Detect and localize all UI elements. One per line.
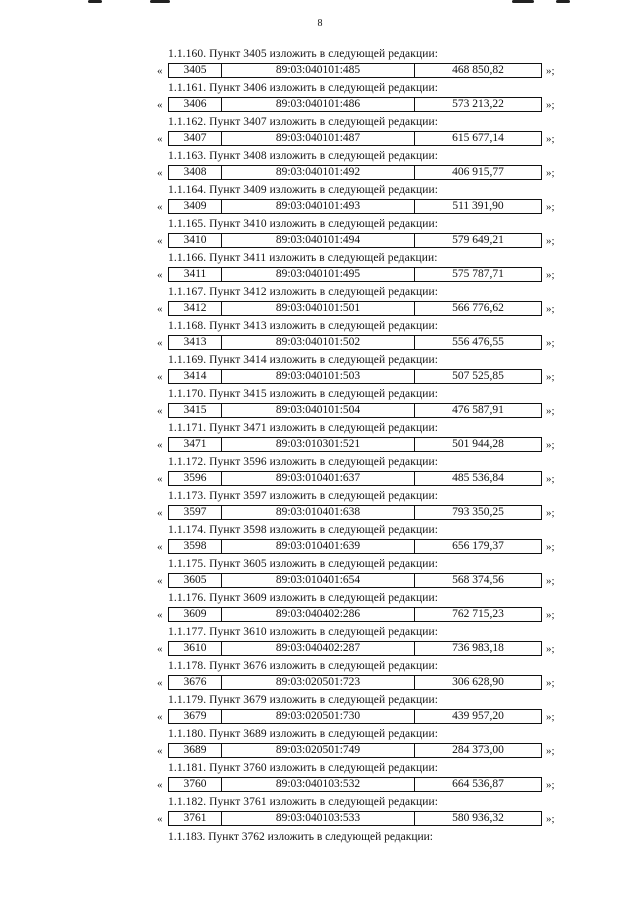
closing-quote: »;: [546, 303, 555, 315]
cadastral-number-cell: 89:03:040101:501: [222, 302, 415, 315]
amendment-entry: [0, 693, 640, 727]
value-cell: 762 715,23: [452, 608, 504, 620]
entry-heading: 1.1.180. Пункт 3689 изложить в следующей редакции:: [168, 728, 438, 740]
value-cell: 501 944,28: [452, 438, 504, 450]
record-table-row: [168, 369, 542, 384]
cadastral-number-cell: 89:03:010401:639: [222, 540, 415, 553]
value-cell: 507 525,85: [452, 370, 504, 382]
closing-quote: »;: [546, 65, 555, 77]
entry-heading: 1.1.173. Пункт 3597 изложить в следующей редакции:: [168, 490, 438, 502]
entry-heading: 1.1.167. Пункт 3412 изложить в следующей редакции:: [168, 286, 438, 298]
opening-quote: «: [157, 541, 163, 553]
opening-quote: «: [157, 65, 163, 77]
opening-quote: «: [157, 405, 163, 417]
item-number-cell: 3610: [169, 642, 222, 655]
item-number-cell: 3415: [169, 404, 222, 417]
scan-artifact-marks: [0, 0, 640, 10]
opening-quote: «: [157, 201, 163, 213]
opening-quote: «: [157, 99, 163, 111]
record-table-row: [168, 131, 542, 146]
cadastral-number-cell: 89:03:010301:521: [222, 438, 415, 451]
value-cell: 580 936,32: [452, 812, 504, 824]
item-number-cell: 3411: [169, 268, 222, 281]
amendment-entry: [0, 149, 640, 183]
amendment-entry: [0, 353, 640, 387]
opening-quote: «: [157, 439, 163, 451]
closing-quote: »;: [546, 779, 555, 791]
amendment-entry: [0, 455, 640, 489]
record-table-row: [168, 607, 542, 622]
entry-heading: 1.1.171. Пункт 3471 изложить в следующей редакции:: [168, 422, 438, 434]
entry-heading: 1.1.181. Пункт 3760 изложить в следующей редакции:: [168, 762, 438, 774]
closing-quote: »;: [546, 813, 555, 825]
item-number-cell: 3761: [169, 812, 222, 825]
cadastral-number-cell: 89:03:040103:533: [222, 812, 415, 825]
record-table-row: [168, 63, 542, 78]
value-cell: 575 787,71: [452, 268, 504, 280]
item-number-cell: 3689: [169, 744, 222, 757]
value-cell: 306 628,90: [452, 676, 504, 688]
opening-quote: «: [157, 133, 163, 145]
item-number-cell: 3598: [169, 540, 222, 553]
item-number-cell: 3407: [169, 132, 222, 145]
cadastral-number-cell: 89:03:040402:286: [222, 608, 415, 621]
cadastral-number-cell: 89:03:010401:637: [222, 472, 415, 485]
amendment-entry: [0, 557, 640, 591]
cadastral-number-cell: 89:03:040103:532: [222, 778, 415, 791]
cadastral-number-cell: 89:03:010401:638: [222, 506, 415, 519]
entry-heading: 1.1.174. Пункт 3598 изложить в следующей редакции:: [168, 524, 438, 536]
closing-quote: »;: [546, 371, 555, 383]
item-number-cell: 3596: [169, 472, 222, 485]
amendment-entry: [0, 115, 640, 149]
amendment-entry: [0, 421, 640, 455]
cadastral-number-cell: 89:03:040101:502: [222, 336, 415, 349]
entry-heading: 1.1.164. Пункт 3409 изложить в следующей редакции:: [168, 184, 438, 196]
cadastral-number-cell: 89:03:040402:287: [222, 642, 415, 655]
cadastral-number-cell: 89:03:040101:493: [222, 200, 415, 213]
opening-quote: «: [157, 575, 163, 587]
item-number-cell: 3406: [169, 98, 222, 111]
amendment-entry: [0, 659, 640, 693]
record-table-row: [168, 777, 542, 792]
opening-quote: «: [157, 507, 163, 519]
amendment-entry: [0, 625, 640, 659]
entry-heading: 1.1.169. Пункт 3414 изложить в следующей редакции:: [168, 354, 438, 366]
closing-quote: »;: [546, 711, 555, 723]
record-table-row: [168, 811, 542, 826]
cadastral-number-cell: 89:03:040101:485: [222, 64, 415, 77]
amendment-entry: [0, 47, 640, 81]
amendment-entry: [0, 217, 640, 251]
item-number-cell: 3679: [169, 710, 222, 723]
cadastral-number-cell: 89:03:010401:654: [222, 574, 415, 587]
entry-heading: 1.1.178. Пункт 3676 изложить в следующей редакции:: [168, 660, 438, 672]
amendment-entry: [0, 727, 640, 761]
closing-quote: »;: [546, 269, 555, 281]
record-table-row: [168, 505, 542, 520]
opening-quote: «: [157, 677, 163, 689]
item-number-cell: 3597: [169, 506, 222, 519]
value-cell: 568 374,56: [452, 574, 504, 586]
value-cell: 406 915,77: [452, 166, 504, 178]
value-cell: 566 776,62: [452, 302, 504, 314]
record-table-row: [168, 539, 542, 554]
closing-quote: »;: [546, 541, 555, 553]
value-cell: 476 587,91: [452, 404, 504, 416]
closing-quote: »;: [546, 405, 555, 417]
value-cell: 656 179,37: [452, 540, 504, 552]
opening-quote: «: [157, 745, 163, 757]
cadastral-number-cell: 89:03:040101:492: [222, 166, 415, 179]
entry-heading: 1.1.168. Пункт 3413 изложить в следующей редакции:: [168, 320, 438, 332]
cadastral-number-cell: 89:03:040101:486: [222, 98, 415, 111]
amendment-entry: [0, 795, 640, 829]
item-number-cell: 3605: [169, 574, 222, 587]
amendment-entry: [0, 591, 640, 625]
closing-quote: »;: [546, 677, 555, 689]
amendment-entry: [0, 387, 640, 421]
record-table-row: [168, 233, 542, 248]
entry-heading: 1.1.172. Пункт 3596 изложить в следующей редакции:: [168, 456, 438, 468]
amendment-list: [0, 47, 640, 829]
opening-quote: «: [157, 779, 163, 791]
cadastral-number-cell: 89:03:020501:749: [222, 744, 415, 757]
entry-heading: 1.1.176. Пункт 3609 изложить в следующей редакции:: [168, 592, 438, 604]
record-table-row: [168, 675, 542, 690]
amendment-entry: [0, 523, 640, 557]
opening-quote: «: [157, 371, 163, 383]
closing-quote: »;: [546, 235, 555, 247]
cadastral-number-cell: 89:03:040101:495: [222, 268, 415, 281]
record-table-row: [168, 573, 542, 588]
cadastral-number-cell: 89:03:040101:503: [222, 370, 415, 383]
item-number-cell: 3408: [169, 166, 222, 179]
opening-quote: «: [157, 813, 163, 825]
value-cell: 511 391,90: [452, 200, 504, 212]
record-table-row: [168, 301, 542, 316]
entry-heading: 1.1.165. Пункт 3410 изложить в следующей редакции:: [168, 218, 438, 230]
value-cell: 556 476,55: [452, 336, 504, 348]
entry-heading: 1.1.170. Пункт 3415 изложить в следующей редакции:: [168, 388, 438, 400]
opening-quote: «: [157, 643, 163, 655]
closing-quote: »;: [546, 575, 555, 587]
closing-quote: »;: [546, 609, 555, 621]
value-cell: 793 350,25: [452, 506, 504, 518]
cadastral-number-cell: 89:03:040101:487: [222, 132, 415, 145]
record-table-row: [168, 267, 542, 282]
entry-heading: 1.1.160. Пункт 3405 изложить в следующей редакции:: [168, 48, 438, 60]
entry-heading: 1.1.163. Пункт 3408 изложить в следующей редакции:: [168, 150, 438, 162]
item-number-cell: 3414: [169, 370, 222, 383]
cadastral-number-cell: 89:03:020501:730: [222, 710, 415, 723]
value-cell: 579 649,21: [452, 234, 504, 246]
entry-heading: 1.1.177. Пункт 3610 изложить в следующей редакции:: [168, 626, 438, 638]
amendment-entry: [0, 489, 640, 523]
value-cell: 284 373,00: [452, 744, 504, 756]
record-table-row: [168, 437, 542, 452]
closing-quote: »;: [546, 643, 555, 655]
amendment-entry: [0, 183, 640, 217]
opening-quote: «: [157, 609, 163, 621]
closing-quote: »;: [546, 473, 555, 485]
entry-heading: 1.1.179. Пункт 3679 изложить в следующей редакции:: [168, 694, 438, 706]
closing-quote: »;: [546, 507, 555, 519]
entry-heading: 1.1.166. Пункт 3411 изложить в следующей редакции:: [168, 252, 438, 264]
item-number-cell: 3471: [169, 438, 222, 451]
opening-quote: «: [157, 269, 163, 281]
entry-heading: 1.1.182. Пункт 3761 изложить в следующей редакции:: [168, 796, 438, 808]
record-table-row: [168, 335, 542, 350]
entry-heading: 1.1.161. Пункт 3406 изложить в следующей редакции:: [168, 82, 438, 94]
opening-quote: «: [157, 711, 163, 723]
closing-quote: »;: [546, 99, 555, 111]
record-table-row: [168, 471, 542, 486]
opening-quote: «: [157, 235, 163, 247]
cadastral-number-cell: 89:03:020501:723: [222, 676, 415, 689]
opening-quote: «: [157, 473, 163, 485]
record-table-row: [168, 709, 542, 724]
item-number-cell: 3609: [169, 608, 222, 621]
closing-quote: »;: [546, 337, 555, 349]
opening-quote: «: [157, 167, 163, 179]
closing-quote: »;: [546, 201, 555, 213]
cadastral-number-cell: 89:03:040101:504: [222, 404, 415, 417]
entry-heading: 1.1.162. Пункт 3407 изложить в следующей редакции:: [168, 116, 438, 128]
record-table-row: [168, 403, 542, 418]
record-table-row: [168, 743, 542, 758]
item-number-cell: 3413: [169, 336, 222, 349]
amendment-entry: [0, 761, 640, 795]
opening-quote: «: [157, 337, 163, 349]
item-number-cell: 3410: [169, 234, 222, 247]
value-cell: 485 536,84: [452, 472, 504, 484]
record-table-row: [168, 165, 542, 180]
closing-quote: »;: [546, 439, 555, 451]
record-table-row: [168, 199, 542, 214]
page-number: 8: [317, 18, 323, 29]
record-table-row: [168, 97, 542, 112]
value-cell: 736 983,18: [452, 642, 504, 654]
closing-quote: »;: [546, 745, 555, 757]
item-number-cell: 3412: [169, 302, 222, 315]
value-cell: 439 957,20: [452, 710, 504, 722]
value-cell: 664 536,87: [452, 778, 504, 790]
item-number-cell: 3409: [169, 200, 222, 213]
record-table-row: [168, 641, 542, 656]
item-number-cell: 3405: [169, 64, 222, 77]
item-number-cell: 3676: [169, 676, 222, 689]
value-cell: 468 850,82: [452, 64, 504, 76]
entry-heading: 1.1.175. Пункт 3605 изложить в следующей редакции:: [168, 558, 438, 570]
amendment-entry: [0, 81, 640, 115]
item-number-cell: 3760: [169, 778, 222, 791]
cadastral-number-cell: 89:03:040101:494: [222, 234, 415, 247]
amendment-entry: [0, 285, 640, 319]
amendment-entry: [0, 251, 640, 285]
tail-heading: 1.1.183. Пункт 3762 изложить в следующей редакции:: [168, 831, 433, 843]
opening-quote: «: [157, 303, 163, 315]
closing-quote: »;: [546, 167, 555, 179]
value-cell: 615 677,14: [452, 132, 504, 144]
value-cell: 573 213,22: [452, 98, 504, 110]
amendment-entry: [0, 319, 640, 353]
closing-quote: »;: [546, 133, 555, 145]
